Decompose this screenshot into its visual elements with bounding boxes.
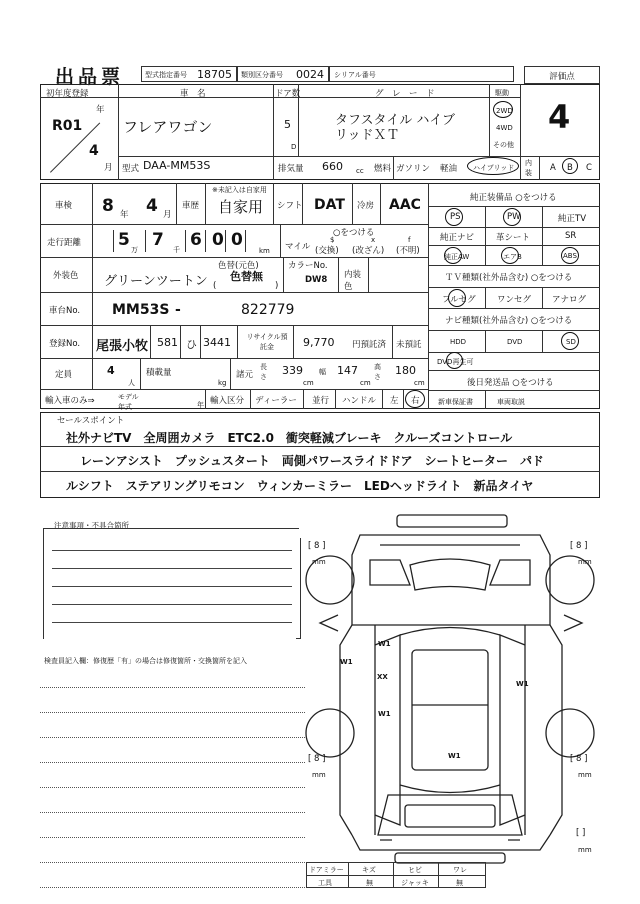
opt-pw-circle bbox=[503, 208, 521, 226]
fuel-gas: ガソリン bbox=[396, 164, 431, 174]
nav-sd-circle bbox=[561, 332, 579, 350]
mileage-digit: 0 bbox=[212, 230, 224, 250]
inspector-label: 検査員記入欄：修復歴「有」の場合は修復箇所・交換箇所を記入 bbox=[44, 657, 247, 665]
damage-mark: W1 bbox=[448, 752, 461, 760]
drive-other: その他 bbox=[493, 141, 514, 149]
handle: ハンドル bbox=[342, 396, 377, 406]
right: 右 bbox=[411, 396, 420, 406]
dvd-playback-circle bbox=[446, 352, 463, 369]
fuel-hybrid: ハイブリッド bbox=[473, 164, 515, 172]
import-class: 輸入区分 bbox=[210, 396, 245, 406]
drive-2wd-circle bbox=[493, 101, 513, 118]
opt-tv: 純正TV bbox=[558, 214, 587, 224]
tread-fl: [ 8 ] bbox=[308, 541, 326, 551]
model-year-label: モデル年式 bbox=[118, 393, 139, 411]
height-label: 高さ bbox=[374, 363, 381, 381]
first-reg-era: R01 bbox=[52, 118, 83, 134]
opt-aw: 純正AW bbox=[444, 253, 470, 261]
shift-label: シフト bbox=[277, 201, 303, 211]
shift: DAT bbox=[314, 197, 345, 213]
height: 180 bbox=[395, 364, 416, 377]
recycle-label: リサイクル預託金 bbox=[246, 333, 288, 351]
damage-mark: W1 bbox=[378, 640, 391, 648]
tread-fr-unit: mm bbox=[578, 558, 592, 566]
opt-abs: ABS bbox=[563, 252, 577, 260]
dvd-playback: DVD再生可 bbox=[437, 358, 474, 366]
unknown: (不明) bbox=[396, 246, 420, 256]
repaint-label: 色替(元色) bbox=[218, 261, 259, 271]
model-year-unit: 年 bbox=[197, 401, 204, 409]
repaint: 色替無 bbox=[230, 270, 263, 283]
caution-label: 注意事項・不具合箇所 bbox=[54, 521, 129, 530]
chassis-dash: - bbox=[175, 302, 181, 318]
class-box bbox=[237, 66, 329, 82]
tv-fullseg: フルセグ bbox=[442, 295, 476, 305]
opt-navi: 純正ナビ bbox=[440, 233, 475, 243]
nav-sd: SD bbox=[566, 338, 576, 346]
first-reg-month: 4 bbox=[89, 143, 99, 159]
bt-cell: 工具 bbox=[318, 879, 332, 887]
color-no: DW8 bbox=[305, 275, 328, 285]
plate-kana: ひ bbox=[186, 338, 197, 351]
interior-b: B bbox=[567, 163, 573, 173]
circle-note: ○をつける bbox=[333, 228, 375, 238]
tread-spare-unit: mm bbox=[578, 846, 592, 854]
tv-analog: アナログ bbox=[552, 295, 587, 305]
mileage-digit: 5 bbox=[118, 230, 130, 250]
use: 自家用 bbox=[218, 198, 264, 216]
chassis-model: MM53S bbox=[112, 302, 170, 318]
length: 339 bbox=[282, 364, 303, 377]
model: DAA-MM53S bbox=[143, 159, 211, 172]
mileage-label: 走行距離 bbox=[47, 238, 82, 248]
tread-rl-value: 8 bbox=[314, 754, 320, 764]
use-note: ※未記入は自家用 bbox=[212, 186, 267, 194]
sales-label: セールスポイント bbox=[57, 416, 125, 426]
bt-header: ワレ bbox=[453, 866, 467, 874]
nav-dvd: DVD bbox=[507, 338, 523, 346]
recycle-amount: 9,770 bbox=[303, 336, 335, 349]
import-label: 輸入車のみ⇒ bbox=[45, 396, 95, 406]
class-label: 類別区分番号 bbox=[241, 71, 283, 79]
width: 147 bbox=[337, 364, 358, 377]
bt-header: ドアミラー bbox=[309, 866, 344, 874]
opt-airbag: エアB bbox=[503, 253, 522, 261]
drive-2wd: 2WD bbox=[496, 107, 513, 115]
later-warranty: 新車保証書 bbox=[438, 398, 473, 406]
tread-fl-value: 8 bbox=[314, 541, 320, 551]
later-label: 後日発送品 ○をつける bbox=[467, 378, 554, 388]
modified-mark: x bbox=[371, 236, 376, 244]
opt-ps-circle bbox=[445, 208, 463, 226]
class-value: 0024 bbox=[296, 68, 324, 81]
capacity-unit: 人 bbox=[128, 379, 135, 387]
mileage-digit: 7 bbox=[152, 230, 164, 250]
later-manual: 車両取説 bbox=[497, 398, 525, 406]
opt-sr: SR bbox=[565, 231, 577, 241]
disp: 660 bbox=[322, 160, 343, 173]
mileage-digit: 6 bbox=[190, 230, 202, 250]
serial-box bbox=[329, 66, 514, 82]
inspect-month-unit: 月 bbox=[163, 210, 172, 220]
plate-region: 尾張小牧 bbox=[96, 339, 149, 354]
dealer: ディーラー bbox=[255, 396, 297, 406]
dim-label: 諸元 bbox=[236, 370, 254, 380]
bt-cell: 無 bbox=[366, 879, 373, 887]
month-unit: 月 bbox=[104, 163, 113, 173]
score: 4 bbox=[548, 98, 571, 136]
len-label: 長さ bbox=[260, 363, 267, 381]
inspect-year: 8 bbox=[102, 196, 114, 216]
sales-line3: ルシフト ステアリングリモコン ウィンカーミラー LEDヘッドライト 新品タイヤ bbox=[66, 479, 534, 493]
doors: 5 bbox=[284, 118, 291, 131]
nav-label: ナビ種類(社外品含む) ○をつける bbox=[445, 316, 573, 326]
drive-label: 駆動 bbox=[495, 89, 509, 97]
eval-label-box bbox=[524, 66, 600, 84]
grade-line2: リッドＸＴ bbox=[335, 128, 400, 143]
chassis-label: 車台No. bbox=[49, 306, 81, 316]
bt-cell: 無 bbox=[456, 879, 463, 887]
left: 左 bbox=[390, 396, 399, 406]
disp-label: 排気量 bbox=[278, 164, 304, 174]
bt-cell: ジャッキ bbox=[401, 879, 429, 887]
drive-4wd: 4WD bbox=[496, 124, 513, 132]
damage-mark: W1 bbox=[378, 710, 391, 718]
tread-fl-unit: mm bbox=[312, 558, 326, 566]
opt-leather: 革シート bbox=[496, 233, 531, 243]
opt-ps: PS bbox=[450, 212, 461, 222]
eval-label: 評価点 bbox=[549, 72, 575, 82]
tv-oneseg: ワンセグ bbox=[497, 295, 532, 305]
page-title: 出品票 bbox=[55, 66, 125, 88]
chassis-number: 822779 bbox=[241, 302, 295, 318]
inspect-label: 車検 bbox=[55, 201, 73, 211]
disp-unit: cc bbox=[356, 167, 364, 175]
color-no-label: カラーNo. bbox=[288, 261, 328, 271]
recycle-paid: 円預託済 bbox=[352, 340, 387, 350]
model-label: 型式 bbox=[122, 164, 140, 174]
inspect-year-unit: 年 bbox=[120, 210, 129, 220]
bt-header: キズ bbox=[362, 866, 376, 874]
damage-mark: W1 bbox=[516, 680, 529, 688]
plate-label: 登録No. bbox=[49, 339, 81, 349]
tread-rr-value: 8 bbox=[576, 754, 582, 764]
height-unit: cm bbox=[414, 379, 425, 387]
km-unit: km bbox=[259, 247, 270, 255]
year-unit: 年 bbox=[96, 105, 105, 115]
doors-unit: D bbox=[291, 143, 297, 151]
tv-label: ＴＶ種類(社外品含む) ○をつける bbox=[445, 273, 573, 283]
fuel-diesel: 軽油 bbox=[440, 164, 458, 174]
parallel: 並行 bbox=[312, 396, 330, 406]
sales-line2: レーンアシスト プッシュスタート 両側パワースライドドア シートヒーター パド bbox=[80, 454, 544, 468]
opt-aw-circle bbox=[444, 247, 462, 264]
opt-pw: PW bbox=[507, 212, 521, 222]
exchange: (交換) bbox=[315, 246, 339, 256]
car-name-label: 車 名 bbox=[180, 89, 206, 99]
sales-line1: 社外ナビTV 全周囲カメラ ETC2.0 衝突軽減ブレーキ クルーズコントロール bbox=[66, 431, 513, 445]
sen-unit: 千 bbox=[173, 246, 180, 254]
ac-label: 冷房 bbox=[357, 201, 375, 211]
car-name: フレアワゴン bbox=[123, 118, 213, 136]
repaint-paren-close: ) bbox=[275, 281, 279, 291]
damage-mark: XX bbox=[377, 673, 388, 681]
tread-rl-unit: mm bbox=[312, 771, 326, 779]
load-label: 積載量 bbox=[146, 368, 172, 378]
tread-fr-value: 8 bbox=[576, 541, 582, 551]
tread-rr: [ 8 ] bbox=[570, 754, 588, 764]
ac: AAC bbox=[389, 197, 421, 213]
model-cert-box bbox=[141, 66, 237, 82]
capacity-label: 定員 bbox=[55, 370, 73, 380]
interior-a: A bbox=[550, 163, 556, 173]
damage-mark: W1 bbox=[340, 658, 353, 666]
mileage-digit: 0 bbox=[231, 230, 243, 250]
plate-number: 3441 bbox=[203, 336, 231, 349]
tread-fr: [ 8 ] bbox=[570, 541, 588, 551]
tv-fullseg-circle bbox=[448, 289, 466, 307]
color: グリーンツートン bbox=[104, 274, 208, 289]
serial-label: シリアル番号 bbox=[334, 71, 376, 79]
model-cert-value: 18705 bbox=[197, 68, 232, 81]
inspect-month: 4 bbox=[146, 196, 158, 216]
tread-rr-unit: mm bbox=[578, 771, 592, 779]
capacity: 4 bbox=[107, 364, 115, 377]
man-unit: 万 bbox=[131, 246, 138, 254]
load-unit: kg bbox=[218, 379, 227, 387]
len-unit: cm bbox=[303, 379, 314, 387]
width-label: 幅 bbox=[319, 368, 326, 376]
plate-class: 581 bbox=[157, 336, 178, 349]
genuine-label: 純正装備品 ○をつける bbox=[470, 193, 557, 203]
color-label: 外装色 bbox=[53, 271, 79, 281]
bt-header: ヒビ bbox=[408, 866, 422, 874]
recycle-unpaid: 未預託 bbox=[396, 340, 422, 350]
int-color-label: 内装色 bbox=[344, 270, 362, 292]
interior-label: 内装 bbox=[525, 159, 532, 177]
model-cert-label: 型式指定番号 bbox=[145, 71, 187, 79]
modified: (改ざん) bbox=[352, 246, 385, 256]
grade-line1: タフスタイル ハイブ bbox=[335, 113, 455, 128]
right-circle bbox=[405, 390, 425, 408]
unknown-mark: f bbox=[408, 236, 411, 244]
tread-rl: [ 8 ] bbox=[308, 754, 326, 764]
opt-abs-circle bbox=[561, 247, 579, 264]
first-reg-label: 初年度登録 bbox=[46, 89, 89, 99]
interior-c: C bbox=[586, 163, 592, 173]
grade-label: グ レ ー ド bbox=[375, 89, 435, 99]
fuel-hybrid-circle bbox=[467, 157, 519, 175]
car-diagram bbox=[300, 505, 600, 865]
exchange-mark: $ bbox=[330, 236, 335, 244]
width-unit: cm bbox=[360, 379, 371, 387]
interior-b-circle bbox=[562, 158, 578, 174]
doors-label: ドア数 bbox=[275, 89, 301, 99]
nav-hdd: HDD bbox=[450, 338, 467, 346]
opt-airbag-circle bbox=[501, 247, 519, 264]
tread-spare: [ ] bbox=[576, 828, 586, 838]
fuel-label: 燃料 bbox=[374, 164, 392, 174]
history-label: 車歴 bbox=[182, 201, 200, 211]
repaint-paren-open: ( bbox=[213, 281, 217, 291]
mile-label: マイル bbox=[285, 242, 311, 252]
